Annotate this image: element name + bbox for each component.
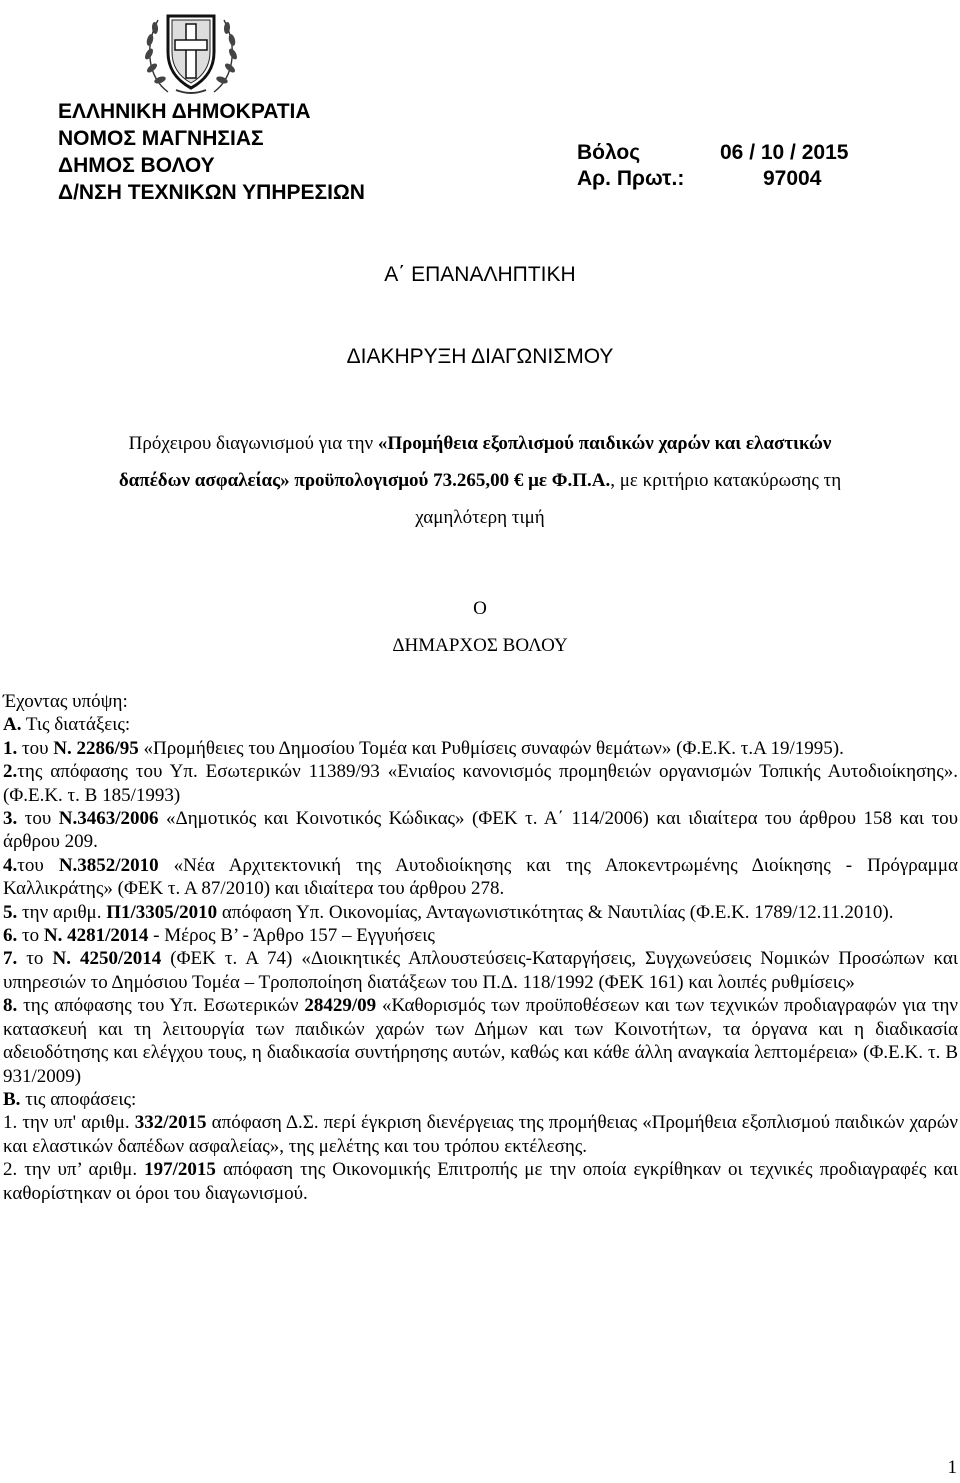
authority-block [0, 590, 960, 664]
subject-line-2: δαπέδων ασφαλείας» προϋπολογισμού 73.265,00 € με Φ.Π.Α., με κριτήριο κατακύρωσης τη [118, 470, 842, 491]
subject-line-1: Πρόχειρου διαγωνισμού για την «Προμήθεια εξοπλισμού παιδικών χαρών και ελαστικών [128, 433, 832, 454]
consideration-item-8: 8. της απόφασης του Υπ. Εσωτερικών 28429/09 «Καθορισμός των προϋποθέσεων και των τεχνικών προδιαγραφών για την κατασκευή και τη λειτουργία των παιδικών χαρών των Δήμων και των Κοινοτήτων, τα όργανα και η διαδικασία αδειοδότησης και ελέγχου τους, η διαδικασία συντήρησης αυτών, καθώς και κάθε άλλη αναγκαία λεπτομέρεια» (Φ.Ε.Κ. τ. Β 931/2009) [3, 995, 958, 1087]
consideration-item-1: 1. του Ν. 2286/95 «Προμήθειες του Δημοσίου Τομέα και Ρυθμίσεις συναφών θεμάτων» (Φ.Ε.Κ. τ.Α 19/1995). [3, 737, 844, 759]
title-declaration: ΔΙΑΚΗΡΥΞΗ ΔΙΑΓΩΝΙΣΜΟΥ [346, 345, 614, 368]
considerations-body [3, 690, 958, 1205]
subject-line-3: χαμηλότερη τιμή [415, 507, 545, 528]
consideration-item-6: 6. το Ν. 4281/2014 - Μέρος Β’ - Άρθρο 157 – Εγγυήσεις [3, 925, 435, 947]
subject-block [0, 425, 960, 536]
decision-item-1: 1. την υπ' αριθμ. 332/2015 απόφαση Δ.Σ. περί έγκριση διενέργειας της προμήθειας «Προμήθεια εξοπλισμού παιδικών χαρών και ελαστικών δαπέδων ασφαλείας», της μελέτης και του τρόπου εκτέλεσης. [3, 1112, 959, 1157]
date-row [577, 140, 849, 166]
protocol-row [577, 166, 822, 192]
place-label: Βόλος [577, 141, 641, 164]
document-date: 06 / 10 / 2015 [720, 141, 849, 164]
consideration-item-4: 4.του Ν.3852/2010 «Νέα Αρχιτεκτονική της Αυτοδιοίκησης και της Αποκεντρωμένης Διοίκησης - Πρόγραμμα Καλλικράτης» (ΦΕΚ τ. Α 87/2010) και ιδιαίτερα του άρθρου 278. [3, 854, 959, 900]
issuing-authority-block [58, 98, 365, 206]
consideration-item-7: 7. το Ν. 4250/2014 (ΦΕΚ τ. Α 74) «Διοικητικές Απλουστεύσεις-Καταργήσεις, Συγχωνεύσεις Νομικών Προσώπων και υπηρεσιών το Δημόσιου Τομέα – Τροποποίηση διατάξεων του Π.Δ. 118/1992 (ΦΕΚ 161) και λοιπές ρυθμίσεις» [3, 948, 958, 993]
considering-heading: Έχοντας υπόψη: [3, 691, 128, 712]
consideration-item-2: 2.της απόφασης του Υπ. Εσωτερικών 11389/93 «Ενιαίος κανονισμός προμηθειών οργανισμών Τοπικής Αυτοδιοίκησης». (Φ.Ε.Κ. τ. Β 185/1993) [3, 761, 958, 806]
protocol-number: 97004 [763, 167, 822, 190]
authority-article: Ο [473, 598, 487, 619]
consideration-item-5: 5. την αριθμ. Π1/3305/2010 απόφαση Υπ. Οικονομίας, Ανταγωνιστικότητας & Ναυτιλίας (Φ.Ε.Κ. 1789/12.11.2010). [3, 901, 894, 923]
header-line-municipality: ΔΗΜΟΣ ΒΟΛΟΥ [58, 154, 215, 177]
header-line-prefecture: ΝΟΜΟΣ ΜΑΓΝΗΣΙΑΣ [58, 127, 264, 150]
authority-mayor: ΔΗΜΑΡΧΟΣ ΒΟΛΟΥ [392, 635, 568, 656]
consideration-item-3: 3. του Ν.3463/2006 «Δημοτικός και Κοινοτικός Κώδικας» (ΦΕΚ τ. Α΄ 114/2006) και ιδιαίτερα του άρθρου 158 και του άρθρου 209. [3, 808, 958, 853]
decision-item-2: 2. την υπ’ αριθμ. 197/2015 απόφαση της Οικονομικής Επιτροπής με την οποία εγκρίθηκαν οι τεχνικές προδιαγραφές και καθορίστηκαν οι όροι του διαγωνισμού. [3, 1159, 958, 1204]
header-line-republic: ΕΛΛΗΝΙΚΗ ΔΗΜΟΚΡΑΤΙΑ [58, 100, 311, 123]
coat-of-arms-emblem [138, 2, 244, 98]
section-b-heading: Β. τις αποφάσεις: [3, 1088, 137, 1110]
header-line-directorate: Δ/ΝΣΗ ΤΕΧΝΙΚΩΝ ΥΠΗΡΕΣΙΩΝ [58, 181, 365, 204]
page-number: 1 [947, 1457, 957, 1478]
protocol-label: Αρ. Πρωτ.: [577, 167, 685, 190]
title-repeat: Α΄ ΕΠΑΝΑΛΗΠΤΙΚΗ [384, 263, 576, 286]
date-protocol-block [577, 140, 849, 192]
section-a-heading: Α. Τις διατάξεις: [3, 714, 131, 736]
